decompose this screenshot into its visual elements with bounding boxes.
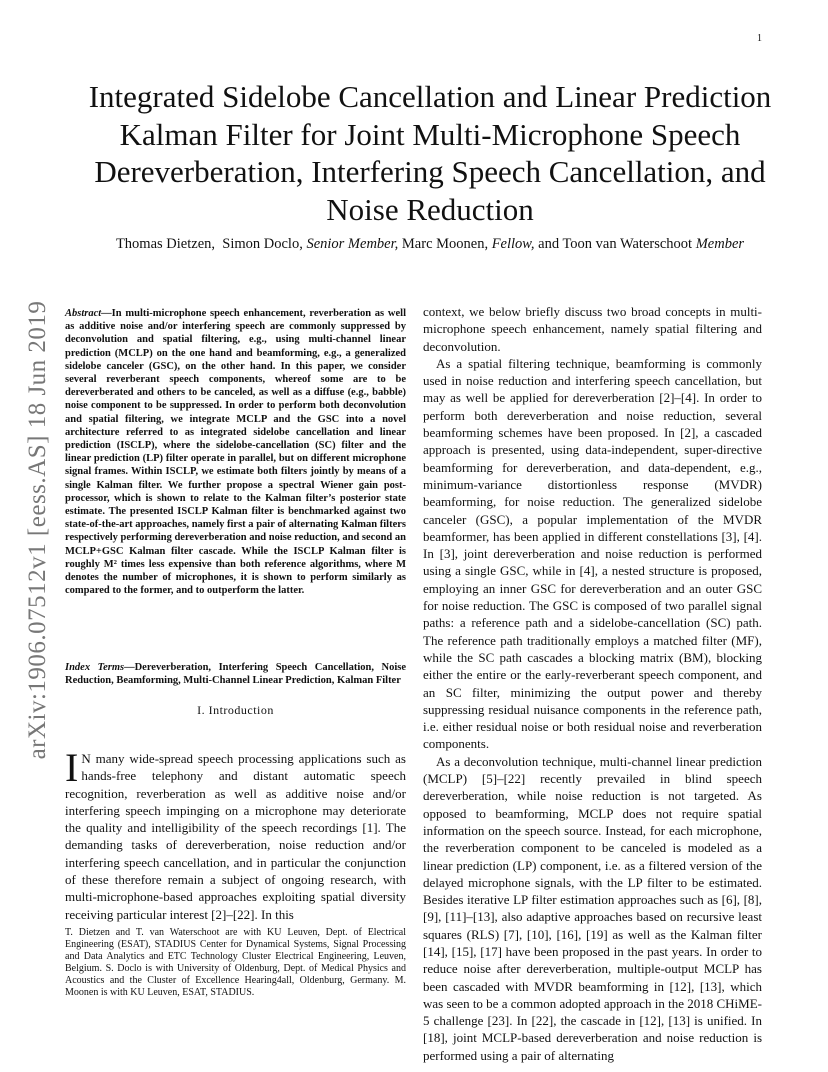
drop-cap: I bbox=[65, 745, 79, 790]
abstract: Abstract—In multi-microphone speech enhancement, reverberation as well as additive noise and/or interfering speech are commonly suppressed by deconvolution and spatial filtering, e.g., using multi-channel linear prediction (MCLP) on the one hand and beamforming, e.g., a generalized sidelobe canceler (GSC), on the other hand. In this paper, we consider several reverberant speech components, whereof some are to be dereverberated and others to be canceled, as well as a diffuse (e.g., babble) noise component to be suppressed. In order to perform both deconvolution and spatial filtering, we integrate MCLP and the GSC into a novel architecture referred to as integrated sidelobe cancellation and linear prediction (ISCLP), where the sidelobe-cancellation (SC) filter and the linear prediction (LP) filter operate in parallel, but on different microphone signal frames. Within ISCLP, we estimate both filters jointly by means of a single Kalman filter. We further propose a spectral Wiener gain post-processor, which is shown to relate to the Kalman filter’s posterior state estimate. The presented ISCLP Kalman filter is benchmarked against two state-of-the-art approaches, namely first a pair of alternating Kalman filters respectively performing dereverberation and noise reduction, and second an MCLP+GSC Kalman filter cascade. While the ISCLP Kalman filter is roughly M² times less expensive than both reference algorithms, where M denotes the number of microphones, it is shown to perform similarly as compared to the former, and to outperform the latter. bbox=[65, 308, 406, 597]
right-paragraph-1: context, we below briefly discuss two broad concepts in multi-microphone speech enhancement, namely spatial filtering and deconvolution. bbox=[423, 304, 762, 354]
author-1: Thomas Dietzen, bbox=[115, 236, 216, 252]
author-2-role: Senior Member, bbox=[306, 236, 399, 252]
index-terms: Index Terms—Dereverberation, Interfering Speech Cancellation, Noise Reduction, Beamforming, Multi-Channel Linear Prediction, Kalman Filter bbox=[65, 662, 406, 687]
right-paragraph-3: As a deconvolution technique, multi-channel linear prediction (MCLP) [5]–[22] recently prevailed in blind speech dereverberation, while noise reduction is not targeted. As opposed to beamforming, MCLP does not require spatial information on the speech source. Instead, for each microphone, the reverberation component to be canceled is modeled as a linear prediction (LP) component, i.e. as a filtered version of the delayed microphone signals, with the LP filter to be estimated. Besides iterative LP filter estimation approaches such as [6], [8], [9], [11]–[13], also adaptive approaches based on recursive least squares (RLS) [7], [10], [16], [19] as well as the Kalman filter [14], [15], [17] have been proposed in the past years. In order to reduce noise after dereverberation, multiple-output MCLP has been cascaded with MVDR beamforming in [12], [13], which was seen to be a common adopted approach in the 2018 CHiME-5 challenge [23]. In [22], the cascade in [12], [13] is unified. In [18], joint MCLP-based dereverberation and noise reduction is performed using a pair of alternating bbox=[423, 753, 762, 1063]
paper-title: Integrated Sidelobe Cancellation and Linear Prediction Kalman Filter for Joint Multi-Microphone Speech Dereverberation, Interfering Speech Cancellation, and Noise Reduction bbox=[88, 79, 772, 227]
intro-paragraph bbox=[65, 745, 406, 923]
author-2: Simon Doclo, bbox=[222, 236, 303, 252]
page-number: 1 bbox=[757, 33, 762, 44]
right-column bbox=[423, 303, 762, 1064]
abstract-label: Abstract bbox=[65, 308, 102, 319]
index-terms-label: Index Terms bbox=[65, 662, 125, 673]
author-4-role: Member bbox=[695, 236, 745, 252]
author-3: Marc Moonen, bbox=[401, 236, 489, 252]
introduction-left-column bbox=[65, 745, 406, 923]
arxiv-sidebar-stamp bbox=[18, 285, 58, 775]
section-heading-introduction: I. Introduction bbox=[197, 703, 274, 717]
intro-text: N many wide-spread speech processing applications such as hands-free telephony and distant automatic speech recognition, reverberation as well as additive noise and/or interfering speech impinging on a microphone may deteriorate the quality and intelligibility of the speech recordings [1]. The demanding tasks of dereverberation, noise reduction and/or interfering speech cancellation, and in particular the conjunction of these therefore remain a subject of ongoing research, with multi-microphone-based approaches exploiting spatial diversity receiving particular interest [2]–[22]. In this bbox=[65, 751, 406, 922]
index-terms-text: Dereverberation, Interfering Speech Cancellation, Noise Reduction, Beamforming, Multi-Channel Linear Prediction, Kalman Filter bbox=[65, 662, 406, 687]
author-3-role: Fellow, bbox=[491, 236, 535, 252]
right-paragraph-2: As a spatial filtering technique, beamforming is commonly used in noise reduction and interfering speech cancellation, but may as well be applied for dereverberation [2]–[4]. In order to perform both dereverberation and noise reduction, several beamforming schemes have been proposed. In [2], a cascaded approach is presented, using data-independent, super-directive beamforming for dereverberation, and data-dependent, e.g., minimum-variance distortionless response (MVDR) beamforming, for noise reduction. The generalized sidelobe canceler (GSC), a popular implementation of the MVDR beamformer, has been applied in different constellations [3], [4]. In [3], joint dereverberation and noise reduction is performed using a single GSC, while in [4], a nested structure is proposed, employing an inner GSC for dereverberation and an outer GSC for noise reduction. The GSC is composed of two parallel signal paths: a reference path and a sidelobe-cancellation (SC) path. The reference path traditionally employs a matched filter (MF), while the SC path cascades a blocking matrix (BM), blocking either the entire or the early-reverberant speech component, and an SC filter, minimizing the output power and thereby suppressing residual nuisance components in the reference path, i.e. either residual noise or both residual noise and reverberation components. bbox=[423, 355, 762, 752]
arxiv-identifier: arXiv:1906.07512v1 [eess.AS] 18 Jun 2019 bbox=[24, 300, 51, 760]
author-4: and Toon van Waterschoot bbox=[538, 236, 693, 252]
affiliation-footnote: T. Dietzen and T. van Waterschoot are with KU Leuven, Dept. of Electrical Engineering (ESAT), STADIUS Center for Dynamical Systems, Signal Processing and Data Analytics and ETC Technology Cluster Electrical Engineering, Leuven, Belgium. S. Doclo is with University of Oldenburg, Dept. of Medical Physics and Acoustics and the Cluster of Excellence Hearing4all, Oldenburg, Germany. M. Moonen is with KU Leuven, ESAT, STADIUS. bbox=[65, 927, 406, 999]
abstract-text: In multi-microphone speech enhancement, reverberation as well as additive noise and/or interfering speech are commonly suppressed by deconvolution and spatial filtering, e.g., using multi-channel linear prediction (MCLP) on the one hand and beamforming, e.g., a generalized sidelobe canceler (GSC), on the other hand. In this paper, we consider several reverberant speech components, whereof some are to be dereverberated and others to be canceled, as well as a diffuse (e.g., babble) noise component to be suppressed. In order to perform both deconvolution and spatial filtering, we integrate MCLP and the GSC into a novel architecture referred to as integrated sidelobe cancellation and linear prediction (ISCLP), where the sidelobe-cancellation (SC) filter and the linear prediction (LP) filter operate in parallel, but on different microphone signal frames. Within ISCLP, we estimate both filters jointly by means of a single Kalman filter. We further propose a spectral Wiener gain post-processor, which is shown to relate to the Kalman filter’s posterior state estimate. The presented ISCLP Kalman filter is benchmarked against two state-of-the-art approaches, namely first a pair of alternating Kalman filters respectively performing dereverberation and noise reduction, and second an MCLP+GSC Kalman filter cascade. While the ISCLP Kalman filter is roughly M² times less expensive than both reference algorithms, where M denotes the number of microphones, it is shown to perform similarly as compared to the former, and to outperform the latter. bbox=[65, 308, 406, 597]
author-line bbox=[40, 236, 820, 253]
